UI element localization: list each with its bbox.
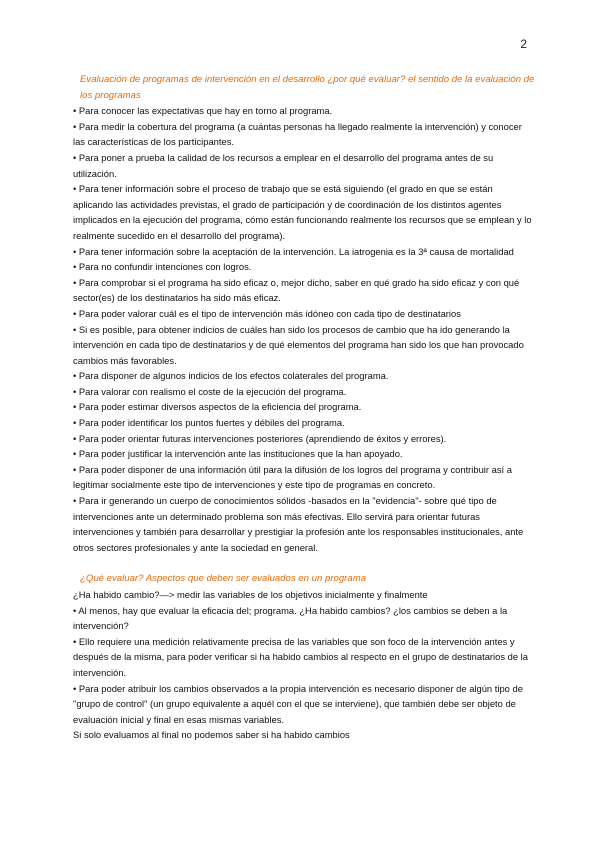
- list-item: • Al menos, hay que evaluar la eficacia del; programa. ¿Ha habido cambios? ¿los cambios se deben a la intervención?: [73, 604, 508, 632]
- list-item: • Para valorar con realismo el coste de la ejecución del programa.: [73, 385, 347, 397]
- list-item: • Para no confundir intenciones con logros.: [73, 261, 252, 273]
- list-item: • Para tener información sobre el proceso de trabajo que se está siguiendo (el grado en que se están aplicando las actividades previstas, el grado de participación y de coordinación de los distintos agentes implicados en la ejecución del programa, cómo están funcionando realmente los recursos que se emplean y lo realmente sucedido en el desarrollo del programa).: [73, 183, 532, 241]
- list-item: • Para conocer las expectativas que hay en torno al programa.: [73, 105, 333, 117]
- list-item: • Para disponer de algunos indicios de los efectos colaterales del programa.: [73, 370, 389, 382]
- list-item: • Ello requiere una medición relativamente precisa de las variables que son foco de la intervención antes y después de la misma, para poder verificar si ha habido cambios al respecto en el grupo de destinatarios de la intervención.: [73, 635, 528, 678]
- page-number: 2: [520, 37, 527, 51]
- document-body: [73, 72, 535, 743]
- list-item: • Para poder identificar los puntos fuertes y débiles del programa.: [73, 417, 345, 429]
- list-item: • Para poder atribuir los cambios observados a la propia intervención es necesario disponer de algún tipo de "grupo de control" (un grupo equivalente a aquél con el que se interviene), que también debe ser objeto de evaluación inicial y final en esas mismas variables.: [73, 682, 523, 725]
- list-item: Si solo evaluamos al final no podemos saber si ha habido cambios: [73, 729, 350, 741]
- list-item: • Para poder justificar la intervención ante las instituciones que la han apoyado.: [73, 448, 403, 460]
- list-item: • Para ir generando un cuerpo de conocimientos sólidos -basados en la "evidencia"- sobre qué tipo de intervenciones ante un determinado problema son más efectivas. Ello servirá para orientar futuras intervenciones y también para desarrollar y prestigiar la profesión ante los responsables institucionales, ante otros sectores profesionales y ante la sociedad en general.: [73, 495, 524, 553]
- list-item: • Para poder estimar diversos aspectos de la eficiencia del programa.: [73, 401, 362, 413]
- list-item: • Para poder orientar futuras intervenciones posteriores (aprendiendo de éxitos y errores).: [73, 432, 447, 444]
- list-item: • Para poder disponer de una información útil para la difusión de los logros del programa y contribuir así a legitimar socialmente este tipo de intervenciones y este tipo de programas en concreto.: [73, 463, 512, 491]
- list-item: • Para poder valorar cuál es el tipo de intervención más idóneo con cada tipo de destinatarios: [73, 307, 461, 319]
- list-item: • Si es posible, para obtener indicios de cuáles han sido los procesos de cambio que ha ido generando la intervención en cada tipo de destinatarios y de qué elementos del programa han sido los que han provocado cambios más favorables.: [73, 323, 524, 366]
- list-item: • Para comprobar si el programa ha sido eficaz o, mejor dicho, saber en qué grado ha sido eficaz y con qué sector(es) de los destinatarios ha sido más eficaz.: [73, 276, 520, 304]
- list-item: ¿Ha habido cambio?—> medir las variables de los objetivos inicialmente y finalmente: [73, 589, 428, 600]
- section-heading-que-evaluar: ¿Qué evaluar? Aspectos que deben ser evaluados en un programa: [80, 573, 367, 585]
- list-item: • Para poner a prueba la calidad de los recursos a emplear en el desarrollo del programa antes de su utilización.: [73, 151, 494, 179]
- list-item: • Para medir la cobertura del programa (a cuántas personas ha llegado realmente la intervención) y conocer las características de los participantes.: [73, 120, 522, 148]
- section-heading-por-que-evaluar: Evaluación de programas de intervención en el desarrollo ¿por qué evaluar? el sentido de la evaluación de los programas: [80, 74, 535, 101]
- list-item: • Para tener información sobre la aceptación de la intervención. La iatrogenia es la 3ª causa de mortalidad: [73, 245, 514, 257]
- section-spacer: [73, 555, 535, 571]
